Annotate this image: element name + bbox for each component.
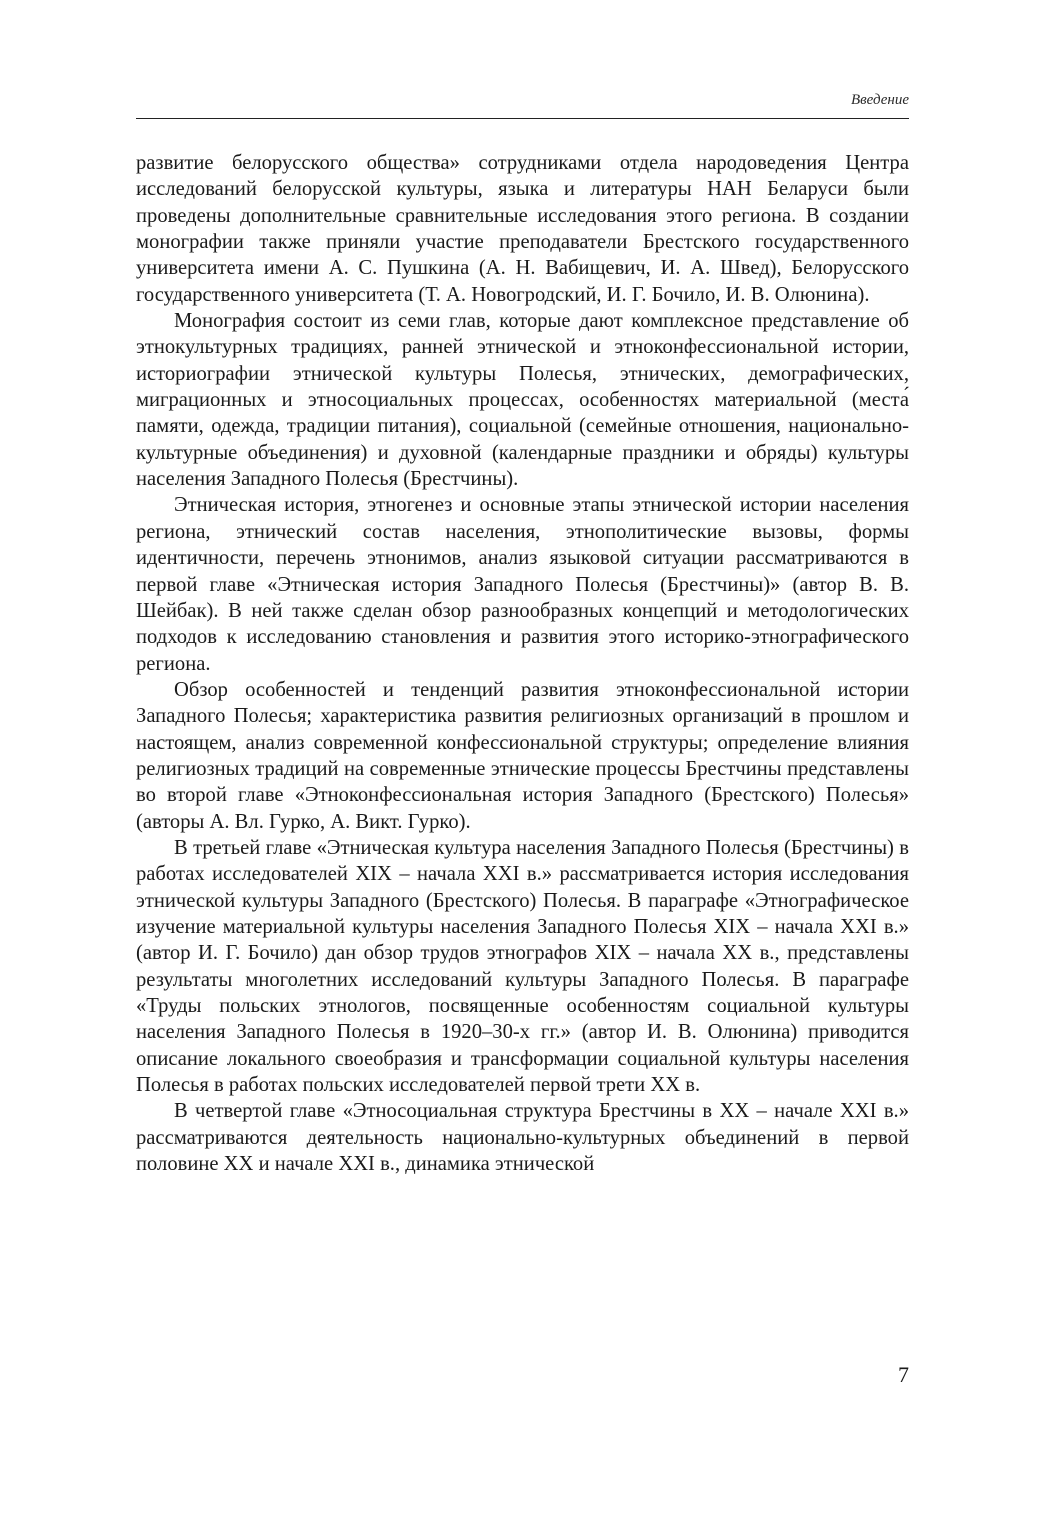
header-rule [136,118,909,119]
paragraph-5: В третьей главе «Этническая культура населения Западного Полесья (Брестчины) в работах исследователей XIX – начала XXI в.» рассматривается история исследования этнической культуры Западного (Брестского) Полесья. В параграфе «Этнографическое изучение материальной культуры населения Западного Полесья XIX – начала XXI в.» (автор И. Г. Бочило) дан обзор трудов этнографов XIX – начала XX в., представлены результаты многолетних исследований культуры Западного Полесья. В параграфе «Труды польских этнологов, посвященные особенностям социальной культуры населения Западного Полесья в 1920–30-х гг.» (автор И. В. Олюнина) приводится описание локального своеобразия и трансформации социальной культуры населения Полесья в работах польских исследователей первой трети XX в. [136,836,909,1097]
paragraph-6: В четвертой главе «Этносоциальная структура Брестчины в XX – начале XXI в.» рассматриваются деятельность национально-культурных объединений в первой половине XX и начале XXI в., динамика этнической [136,1100,909,1176]
page-number: 7 [898,1362,909,1387]
paragraph-3: Этническая история, этногенез и основные этапы этнической истории населения региона, этнический состав населения, этнополитические вызовы, формы идентичности, перечень этнонимов, анализ языковой ситуации рассматриваются в первой главе «Этническая история Западного Полесья (Брестчины)» (автор В. В. Шейбак). В ней также сделан обзор разнообразных концепций и методологических подходов к исследованию становления и развития этого историко-этнографического региона. [136,494,909,675]
paragraph-4: Обзор особенностей и тенденций развития этноконфессиональной истории Западного Полесья; характеристика развития религиозных организаций в прошлом и настоящем, анализ современной конфессиональной структуры; определение влияния религиозных традиций на современные этнические процессы Брестчины представлены во второй главе «Этноконфессиональная история Западного (Брестского) Полесья» (авторы А. Вл. Гурко, А. Викт. Гурко). [136,678,909,833]
paragraph-2: Монография состоит из семи глав, которые дают комплексное представление об этнокультурных традициях, ранней этнической и этноконфессиональной истории, историографии этнической культуры Полесья, этнических, демографических, миграционных и этносоциальных процессах, особенностях материальной (места́ памяти, одежда, традиции питания), социальной (семейные отношения, национально-культурные объединения) и духовной (календарные праздники и обряды) культуры населения Западного Полесья (Брестчины). [136,310,909,491]
running-head: Введение [851,92,909,108]
paragraph-1: развитие белорусского общества» сотрудниками отдела народоведения Центра исследований белорусской культуры, языка и литературы НАН Беларуси были проведены дополнительные сравнительные исследования этого региона. В создании монографии также приняли участие преподаватели Брестского государственного университета имени А. С. Пушкина (А. Н. Вабищевич, И. А. Швед), Белорусского государственного университета (Т. А. Новогродский, И. Г. Бочило, И. В. Олюнина). [136,152,909,306]
body-text [136,150,909,1177]
